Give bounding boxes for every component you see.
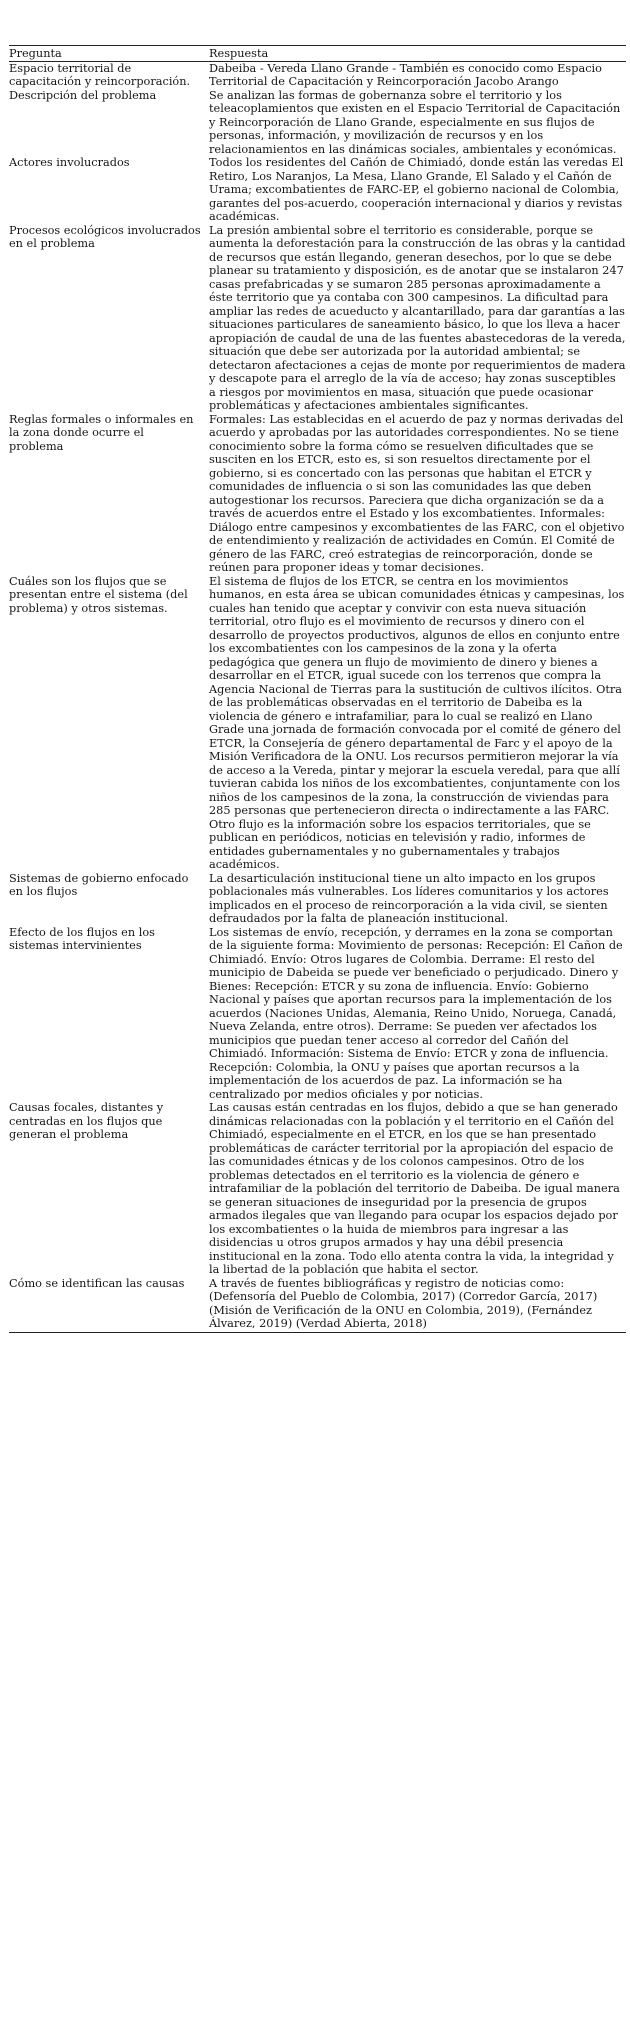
question-cell: Actores involucrados bbox=[9, 156, 130, 169]
question-cell: Efecto de los flujos en los sistemas intervinientes bbox=[9, 925, 155, 952]
table-row bbox=[9, 1101, 626, 1277]
table-row bbox=[9, 413, 626, 575]
answer-cell: Las causas están centradas en los flujos, debido a que se han generado dinámicas relacionadas con la población y el territorio en el Cañón del Chimiadó, especialmente en el ETCR, en los que se han presentado problemáticas de carácter territorial por la apropiación del espacio de las comunidades étnicas y de los colonos campesinos. Otro de los problemas detectados en el territorio es la violencia de género e intrafamiliar de la población del territorio de Dabeiba. De igual manera se generan situaciones de inseguridad por la presencia de grupos armados ilegales que van llegando para ocupar los espacios dejado por los excombatientes o la huida de miembros para ingresar a las disidencias u otros grupos armados y hay una débil presencia institucional en la zona. Todo ello atenta contra la vida, la integridad y la libertad de la población que habita el sector. bbox=[209, 1101, 620, 1276]
answer-cell: La desarticulación institucional tiene un alto impacto en los grupos poblacionales más vulnerables. Los líderes comunitarios y los actores implicados en el proceso de reincorporación a la vida civil, se sienten defraudados por la falta de planeación institucional. bbox=[209, 871, 609, 925]
table-header-row bbox=[9, 46, 626, 62]
questions-table bbox=[9, 45, 626, 1333]
table-row bbox=[9, 1277, 626, 1333]
header-respuesta: Respuesta bbox=[209, 46, 626, 62]
question-cell: Descripción del problema bbox=[9, 88, 157, 102]
question-cell: Reglas formales o informales en la zona donde ocurre el problema bbox=[9, 412, 194, 453]
question-cell: Cuáles son los flujos que se presentan entre el sistema (del problema) y otros sistemas. bbox=[9, 574, 188, 615]
table-row bbox=[9, 89, 626, 157]
table-row bbox=[9, 224, 626, 413]
answer-cell: Se analizan las formas de gobernanza sobre el territorio y los teleacoplamientos que existen en el Espacio Territorial de Capacitación y Reincorporación de Llano Grande, especialmente en sus flujos de personas, información, y movilización de recursos y en los relacionamientos en las dinámicas sociales, ambientales y económicas. bbox=[209, 88, 621, 156]
answer-cell: La presión ambiental sobre el territorio es considerable, porque se aumenta la deforestación para la construcción de las obras y la cantidad de recursos que están llegando, generan desechos, por lo que se debe planear su tratamiento y disposición, es de anotar que se instalaron 247 casas prefabricadas y se sumaron 285 personas aproximadamente a éste territorio que ya contaba con 300 campesinos. La dificultad para ampliar las redes de acueducto y alcantarillado, para dar garantías a las situaciones particulares de saneamiento básico, lo que los lleva a hacer apropiación de caudal de una de las fuentes abastecedoras de la vereda, situación que debe ser autorizada por la autoridad ambiental; se detectaron afectaciones a cejas de monte por requerimientos de madera y descapote para el arreglo de la vía de acceso; hay zonas susceptibles a riesgos por movimientos en masa, situación que puede ocasionar problemáticas y afectaciones ambientales significantes. bbox=[209, 223, 626, 412]
question-cell: Sistemas de gobierno enfocado en los flujos bbox=[9, 871, 189, 898]
answer-cell: A través de fuentes bibliográficas y registro de noticias como: (Defensoría del Pueblo de Colombia, 2017) (Corredor García, 2017) (Misión de Verificación de la ONU en Colombia, 2019), (Fernández Álvarez, 2019) (Verdad Abierta, 2018) bbox=[209, 1277, 626, 1333]
question-cell: Cómo se identifican las causas bbox=[9, 1277, 209, 1333]
answer-cell: El sistema de flujos de los ETCR, se centra en los movimientos humanos, en esta área se ubican comunidades étnicas y campesinas, los cuales han tenido que aceptar y convivir con esta nueva situación territorial, otro flujo es el movimiento de recursos y dinero con el desarrollo de proyectos productivos, algunos de ellos en conjunto entre los excombatientes con los campesinos de la zona y la oferta pedagógica que genera un flujo de movimiento de dinero y bienes a desarrollar en el ETCR, igual sucede con los terrenos que compra la Agencia Nacional de Tierras para la sustitución de cultivos ilícitos. Otra de las problemáticas observadas en el territorio de Dabeiba es la violencia de género e intrafamiliar, para lo cual se realizó en Llano Grade una jornada de formación convocada por el comité de género del ETCR, la Consejería de género departamental de Farc y el apoyo de la Misión Verificadora de la ONU. Los recursos permitieron mejorar la vía de acceso a la Vereda, pintar y mejorar la escuela veredal, para que allí tuvieran cabida los niños de los excombatientes, conjuntamente con los niños de los campesinos de la zona, la construcción de viviendas para 285 personas que pertenecieron directa o indirectamente a las FARC. Otro flujo es la información sobre los espacios territoriales, que se publican en periódicos, noticias en televisión y radio, informes de entidades gubernamentales y no gubernamentales y trabajos académicos. bbox=[209, 574, 625, 871]
answer-cell: Los sistemas de envío, recepción, y derrames en la zona se comportan de la siguiente forma: Movimiento de personas: Recepción: El Cañon de Chimiadó. Envío: Otros lugares de Colombia. Derrame: El resto del municipio de Dabeida se puede ver beneficiado o perjudicado. Dinero y Bienes: Recepción: ETCR y su zona de influencia. Envío: Gobierno Nacional y países que aportan recursos para la implementación de los acuerdos (Naciones Unidas, Alemania, Reino Unido, Noruega, Canadá, Nueva Zelanda, entre otros). Derrame: Se pueden ver afectados los municipios que puedan tener acceso al corredor del Cañón del Chimiadó. Información: Sistema de Envío: ETCR y zona de influencia. Recepción: Colombia, la ONU y países que aportan recursos a la implementación de los acuerdos de paz. La información se ha centralizado por medios oficiales y por noticias. bbox=[209, 925, 623, 1101]
question-cell: Espacio territorial de capacitación y reincorporación. bbox=[9, 61, 191, 88]
question-cell: Procesos ecológicos involucrados en el problema bbox=[9, 223, 201, 250]
table-row bbox=[9, 872, 626, 926]
header-pregunta: Pregunta bbox=[9, 46, 209, 62]
table-row bbox=[9, 156, 626, 224]
question-cell: Causas focales, distantes y centradas en los flujos que generan el problema bbox=[9, 1101, 164, 1141]
answer-cell: Formales: Las establecidas en el acuerdo de paz y normas derivadas del acuerdo y aprobadas por las autoridades correspondientes. No se tiene conocimiento sobre la forma cómo se resuelven dificultades que se susciten en los ETCR, esto es, si son resueltos directamente por el gobierno, si es concertado con las personas que habitan el ETCR y comunidades de influencia o si son las comunidades las que deben autogestionar los recursos. Pareciera que dicha organización se da a través de acuerdos entre el Estado y los excombatientes. Informales: Diálogo entre campesinos y excombatientes de las FARC, con el objetivo de entendimiento y realización de actividades en Común. El Comité de género de las FARC, creó estrategias de reincorporación, donde se reúnen para proponer ideas y tomar decisiones. bbox=[209, 412, 625, 574]
table-row bbox=[9, 61, 626, 89]
answer-cell: Todos los residentes del Cañón de Chimiadó, donde están las veredas El Retiro, Los Naranjos, La Mesa, Llano Grande, El Salado y el Cañón de Urama; excombatientes de FARC-EP, el gobierno nacional de Colombia, garantes del pos-acuerdo, cooperación internacional y diarios y revistas académicas. bbox=[209, 156, 624, 223]
table-row bbox=[9, 575, 626, 872]
table-row bbox=[9, 926, 626, 1102]
answer-cell: Dabeiba - Vereda Llano Grande - También es conocido como Espacio Territorial de Capacitación y Reincorporación Jacobo Arango bbox=[209, 61, 602, 88]
